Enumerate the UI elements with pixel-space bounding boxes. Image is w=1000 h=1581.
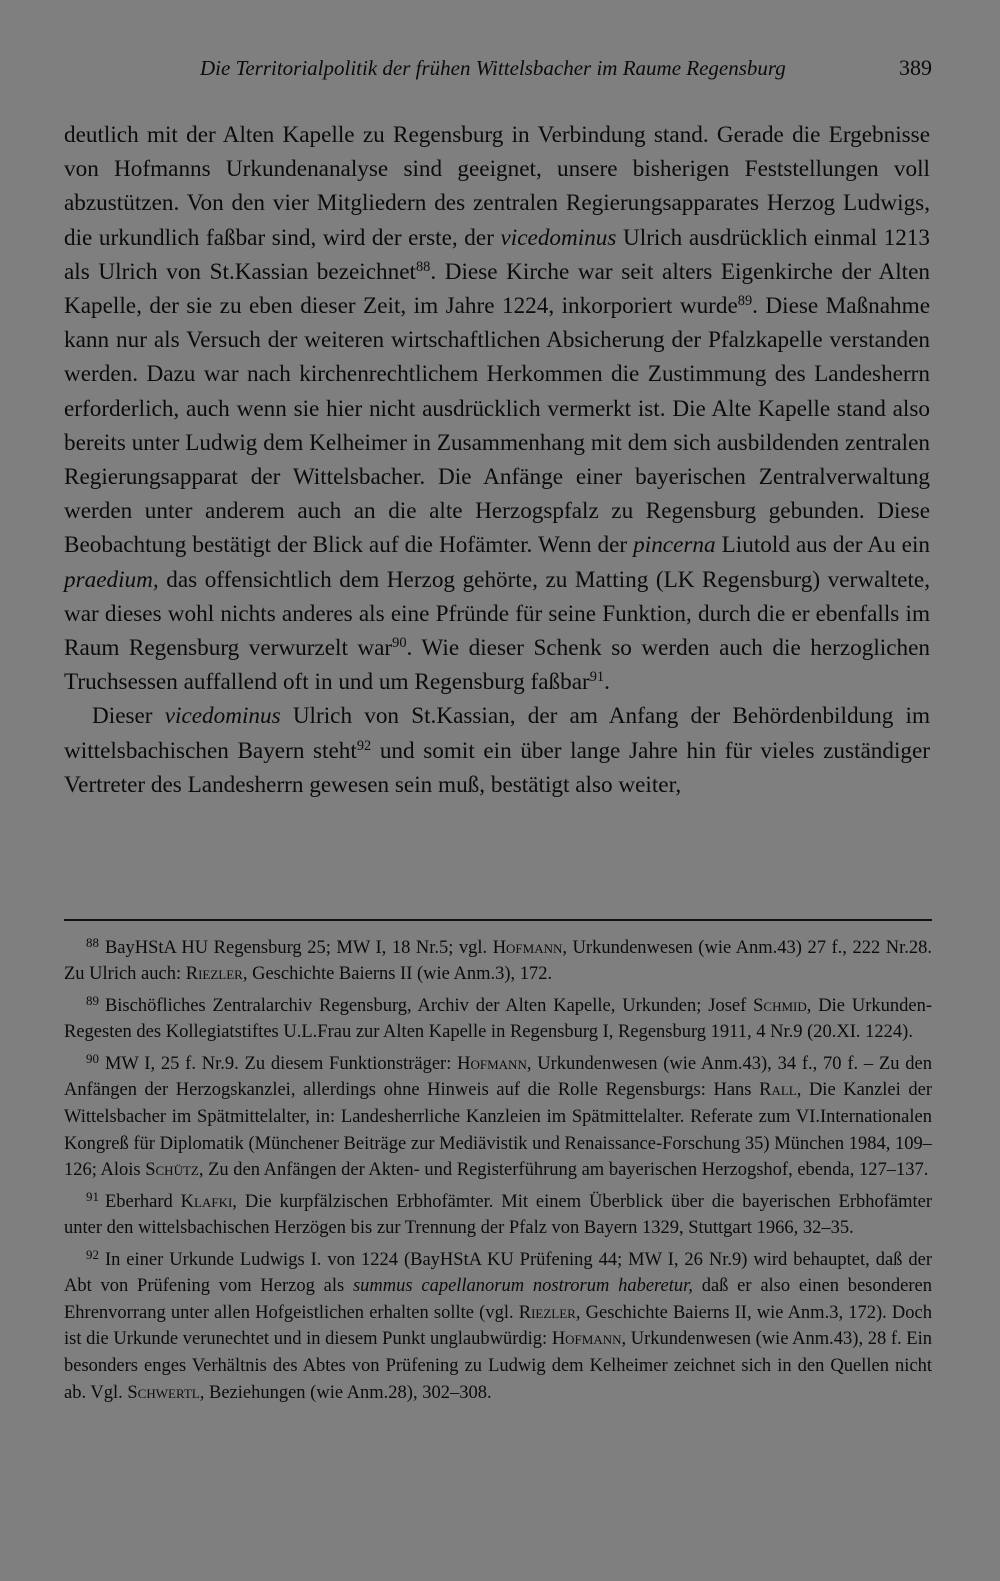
author-name: Hofmann — [551, 1329, 622, 1350]
text-run: Bischöfliches Zentralarchiv Regensburg, Archiv der Alten Kapelle, Urkunden; Josef — [104, 995, 754, 1016]
footnote-ref-89[interactable]: 89 — [737, 293, 753, 310]
italic-term: vicedominus — [500, 224, 617, 251]
text-run: deutlich mit der Alten Kapelle zu Regensburg in Verbindung stand. Gerade die Ergebnisse von Hofmanns Urkundenanalyse sind geeignet, unsere bisherigen Feststellungen voll abzustützen. Von den vier Mitgliedern des zentralen Regierungsapparates Herzog Ludwigs, die urkundlich faßbar sind, wird der erste, der — [64, 122, 930, 251]
footnote-number: 88 — [86, 935, 99, 950]
italic-term: praedium, — [64, 566, 159, 593]
footnote-number: 89 — [86, 993, 99, 1008]
paragraph-2 — [64, 699, 930, 802]
text-run: In einer Urkunde Ludwigs I. von 1224 (BayHStA KU Prüfening 44; MW I, 26 Nr.9) wird behauptet, daß der Abt von Prüfening vom Herzog als — [64, 1249, 932, 1297]
footnote-89 — [64, 988, 932, 1046]
text-run: Liutold aus der Au ein — [715, 532, 930, 559]
text-run: , Die kurpfälzischen Erbhofämter. Mit einem Überblick über die bayerischen Erbhofämter unter den wittelsbachischen Herzögen bis zur Trennung der Pfalz von Bayern 1329, Stuttgart 1966, 32–35. — [64, 1191, 932, 1239]
footnote-ref-92[interactable]: 92 — [356, 737, 372, 754]
footnote-ref-88[interactable]: 88 — [415, 258, 431, 275]
text-run: . — [604, 669, 610, 696]
author-name: Riezler — [518, 1302, 576, 1323]
text-run: Ulrich ausdrücklich einmal 1213 als Ulrich von St.Kassian bezeichnet — [64, 224, 930, 285]
text-run: BayHStA HU Regensburg 25; MW I, 18 Nr.5; vgl. — [104, 937, 493, 958]
paragraph-1 — [64, 118, 930, 699]
text-run: und somit ein über lange Jahre hin für vieles zuständiger Vertreter des Landesherrn gewesen sein muß, bestätigt also weiter, — [64, 737, 930, 798]
footnote-number: 92 — [86, 1246, 99, 1262]
text-run: , Geschichte Baierns II, wie Anm.3, 172). Doch ist die Urkunde verunechtet und in diesem Punkt unglaubwürdig: — [64, 1302, 932, 1350]
text-run: Eberhard — [104, 1191, 181, 1212]
author-name: Hofmann — [492, 937, 563, 958]
author-name: Rall — [759, 1080, 797, 1101]
page-number: 389 — [899, 55, 932, 80]
running-header — [64, 50, 936, 90]
text-run: MW I, 25 f. Nr.9. Zu diesem Funktionsträger: — [104, 1053, 458, 1074]
author-name: Klafki — [180, 1191, 233, 1212]
author-name: Schmid — [753, 995, 807, 1016]
footnote-ref-91[interactable]: 91 — [589, 669, 605, 686]
text-run: Ulrich von St.Kassian, der am Anfang der Behördenbildung im wittelsbachischen Bayern steht — [64, 703, 930, 764]
main-text — [64, 118, 930, 802]
italic-term: pincerna — [633, 532, 716, 559]
text-run: , Zu den Anfängen der Akten- und Registerführung am bayerischen Herzogshof, ebenda, 127–137. — [198, 1160, 929, 1181]
footnote-separator — [64, 919, 932, 921]
author-name: Hofmann — [457, 1053, 527, 1074]
text-run: . Diese Kirche war seit alters Eigenkirche der Alten Kapelle, der sie zu eben dieser Zeit, im Jahre 1224, inkorporiert wurde — [64, 258, 930, 320]
footnote-number: 90 — [86, 1051, 99, 1066]
footnote-number: 91 — [86, 1188, 99, 1204]
text-run: , Urkundenwesen (wie Anm.43), 34 f., 70 f. – Zu den Anfängen der Herzogskanzlei, allerdings ohne Hinweis auf die Rolle Regensburgs: Hans — [64, 1053, 932, 1101]
text-run: das offensichtlich dem Herzog gehörte, zu Matting (LK Regensburg) verwaltete, war dieses wohl nichts anderes als eine Pfründe für seine Funktion, durch die er ebenfalls im Raum Regensburg verwurzelt war — [64, 566, 930, 662]
footnotes — [64, 930, 932, 1406]
text-run: Dieser — [92, 703, 165, 730]
text-run: , Die Urkunden-Regesten des Kollegiatstiftes U.L.Frau zur Alten Kapelle in Regensburg I, Regensburg 1911, 4 Nr.9 (20.XI. 1224). — [64, 995, 932, 1043]
author-name: Riezler — [185, 964, 243, 985]
footnote-90 — [64, 1046, 932, 1184]
text-run: , Beziehungen (wie Anm.28), 302–308. — [199, 1382, 492, 1403]
footnote-88 — [64, 930, 932, 988]
author-name: Schwertl — [127, 1382, 200, 1403]
text-run: , Die Kanzlei der Wittelsbacher im Spätmittelalter, in: Landesherrliche Kanzleien im Spätmittelalter. Referate zum VI.Internationalen Kongreß für Diplomatik (Münchener Beiträge zur Mediävistik und Renaissance-Forschung 35) München 1984, 109–126; Alois — [64, 1080, 932, 1181]
footnote-ref-90[interactable]: 90 — [392, 635, 407, 652]
author-name: Schütz — [145, 1160, 199, 1181]
text-run: . Diese Maßnahme kann nur als Versuch der weiteren wirtschaftlichen Absicherung der Pfalzkapelle verstanden werden. Dazu war nach kirchenrechtlichem Herkommen die Zustimmung des Landesherrn erforderlich, auch wenn sie hier nicht ausdrücklich vermerkt ist. Die Alte Kapelle stand also bereits unter Ludwig dem Kelheimer in Zusammenhang mit dem sich ausbildenden zentralen Regierungsapparat der Wittelsbacher. Die Anfänge einer bayerischen Zentralverwaltung werden unter anderem auch an die alte Herzogspfalz zu Regensburg gebunden. Diese Beobachtung bestätigt der Blick auf die Hofämter. Wenn der — [64, 293, 930, 559]
footnote-91 — [64, 1184, 932, 1242]
running-title: Die Territorialpolitik der frühen Wittelsbacher im Raume Regensburg — [200, 56, 786, 80]
text-run: , Geschichte Baierns II (wie Anm.3), 172. — [242, 964, 553, 985]
italic-quote: summus capellanorum nostrorum haberetur, — [352, 1276, 693, 1297]
text-run: . Wie dieser Schenk so werden auch die herzoglichen Truchsessen auffallend oft in und um Regensburg faßbar — [64, 635, 930, 696]
text-run: , Urkundenwesen (wie Anm.43), 28 f. Ein besonders enges Verhältnis des Abtes von Prüfening zu Ludwig dem Kelheimer zeichnet sich in den Quellen nicht ab. Vgl. — [64, 1329, 932, 1403]
text-run: , Urkundenwesen (wie Anm.43) 27 f., 222 Nr.28. Zu Ulrich auch: — [64, 937, 932, 985]
italic-term: vicedominus — [164, 703, 281, 730]
footnote-92 — [64, 1242, 932, 1406]
text-run: daß er also einen besonderen Ehrenvorrang unter allen Hofgeistlichen erhalten sollte (vgl. — [64, 1276, 932, 1323]
